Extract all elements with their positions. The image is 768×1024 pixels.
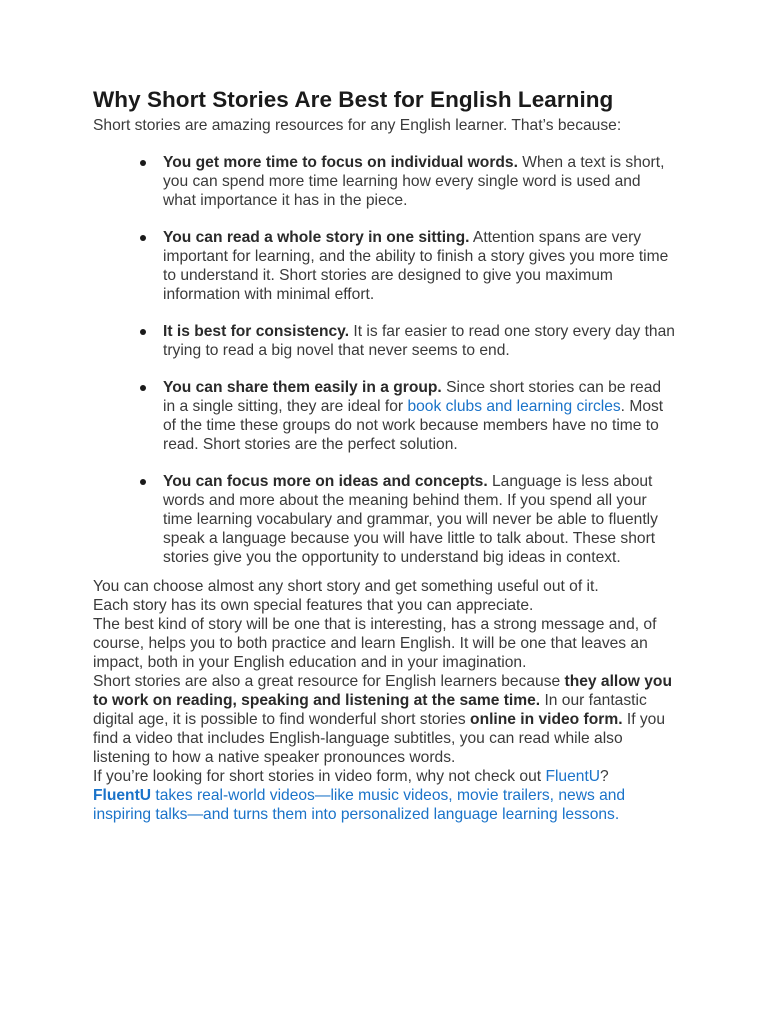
bullet-icon [140, 329, 146, 335]
list-item-heading: It is best for consistency. [163, 323, 350, 340]
bullet-icon [140, 235, 146, 241]
body-text: If you find a video that includes English-language subtitles, you can read while also listening to how a native speaker pronounces words. [93, 711, 666, 766]
body-paragraph [93, 672, 675, 767]
list-item-text: Since short stories can be read in a single sitting, they are ideal for [163, 379, 662, 415]
body-paragraph: The best kind of story will be one that is interesting, has a strong message and, of course, helps you to both practice and learn English. It will be one that leaves an impact, both in your English education and in your imagination. [93, 616, 657, 671]
body-paragraph [93, 786, 675, 824]
list-item [93, 472, 675, 567]
body-paragraph [93, 767, 675, 786]
list-item [93, 153, 675, 210]
list-item-heading: You can read a whole story in one sitting. [163, 229, 470, 246]
page-title: Why Short Stories Are Best for English Learning [93, 87, 614, 112]
list-item [93, 378, 675, 454]
list-item-text: When a text is short, you can spend more time learning how every single word is used and what importance it has in the piece. [163, 154, 665, 209]
list-item-text: . Most of the time these groups do not work because members have no time to read. Short stories are the perfect solution. [163, 398, 664, 453]
body-text: If you’re looking for short stories in video form, why not check out [93, 768, 546, 785]
list-item [93, 322, 675, 360]
list-item-text: Attention spans are very important for learning, and the ability to finish a story gives you more time to understand it. Short stories are designed to give you maximum information with minimal effort. [163, 229, 669, 303]
list-item [93, 228, 675, 304]
emphasis-text: online in video form. [470, 711, 623, 728]
list-item-heading: You can focus more on ideas and concepts. [163, 473, 488, 490]
book-clubs-link[interactable]: book clubs and learning circles [407, 398, 621, 415]
list-item-heading: You get more time to focus on individual words. [163, 154, 518, 171]
list-item-text: Language is less about words and more about the meaning behind them. If you spend all your time learning vocabulary and grammar, you will never be able to fluently speak a language because you will have little to talk about. These short stories give you the opportunity to understand big ideas in context. [163, 473, 658, 566]
bullet-icon [140, 479, 146, 485]
list-item-text: It is far easier to read one story every day than trying to read a big novel that never seems to end. [163, 323, 675, 359]
fluentu-link[interactable]: FluentU [545, 768, 601, 785]
body-text: In our fantastic digital age, it is possible to find wonderful short stories [93, 692, 647, 728]
reasons-list [93, 153, 675, 567]
body-text: Short stories are also a great resource for English learners because [93, 673, 565, 690]
fluentu-brand-link[interactable]: FluentU [93, 787, 152, 804]
body-paragraph: Each story has its own special features that you can appreciate. [93, 597, 534, 614]
body-text: ? [600, 768, 609, 785]
bullet-icon [140, 160, 146, 166]
emphasis-text: they allow you to work on reading, speaking and listening at the same time. [93, 673, 672, 709]
body-paragraph: You can choose almost any short story and get something useful out of it. [93, 578, 599, 595]
fluentu-description-link[interactable]: takes real-world videos—like music videos, movie trailers, news and inspiring talks—and turns them into personalized language learning lessons. [93, 787, 626, 823]
intro-paragraph: Short stories are amazing resources for any English learner. That’s because: [93, 117, 622, 134]
document-page [93, 84, 675, 824]
list-item-heading: You can share them easily in a group. [163, 379, 442, 396]
bullet-icon [140, 385, 146, 391]
